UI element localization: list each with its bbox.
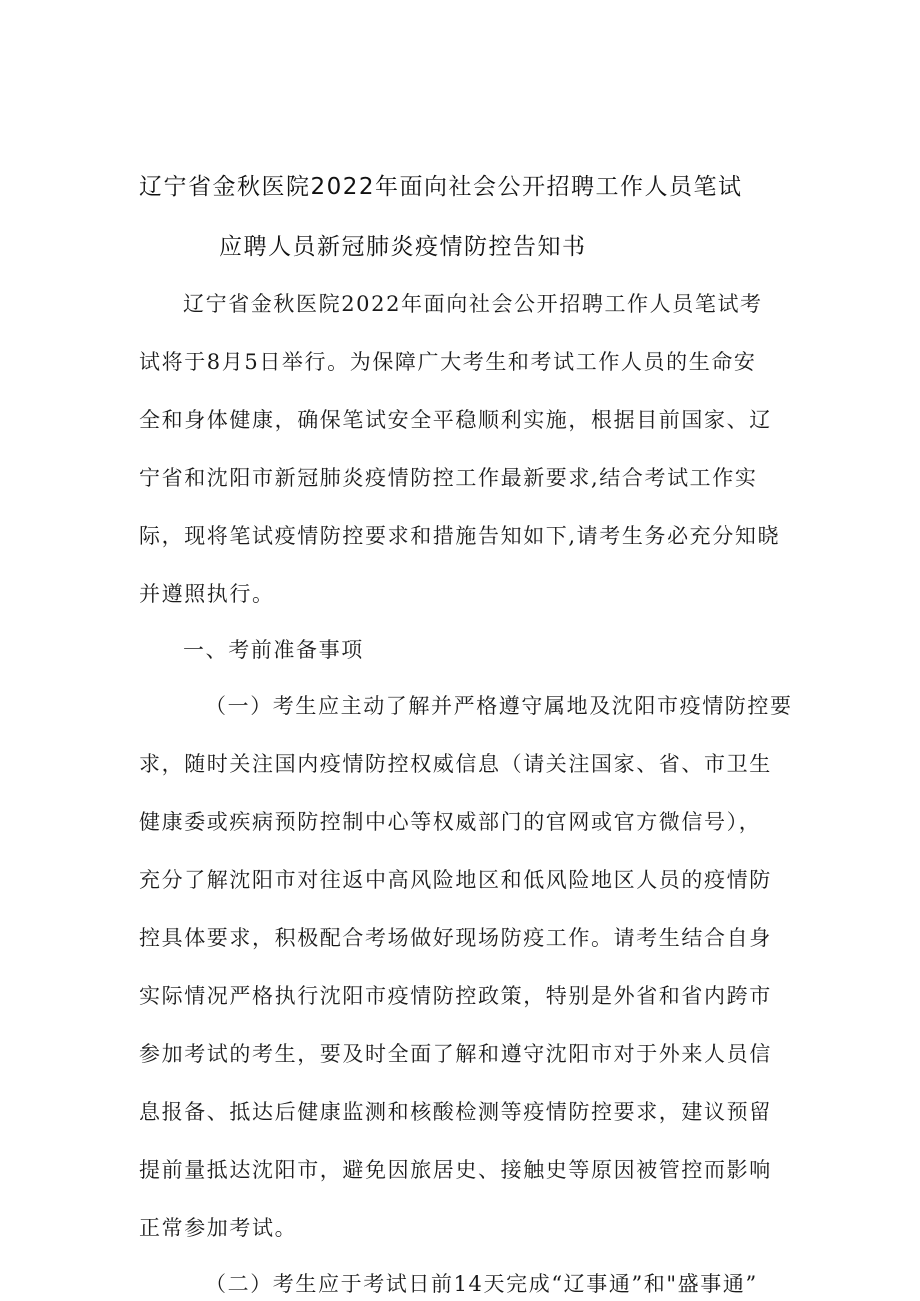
intro-line: 际，现将笔试疫情防控要求和措施告知如下,请考生务必充分知晓 [139,524,781,548]
item2-line: （二）考生应于考试日前14天完成“辽事通”和"盛事通” [205,1272,758,1296]
intro-line: 并遵照执行。 [139,582,275,606]
item1-line: 参加考试的考生，要及时全面了解和遵守沈阳市对于外来人员信 [139,1042,772,1066]
document-title-line-1: 辽宁省金秋医院2022年面向社会公开招聘工作人员笔试 [139,174,743,200]
item1-line: 充分了解沈阳市对往返中高风险地区和低风险地区人员的疫情防 [139,868,772,892]
document-title-line-2: 应聘人员新冠肺炎疫情防控告知书 [219,234,587,260]
item1-line: 正常参加考试。 [139,1216,298,1240]
item1-line: 控具体要求，积极配合考场做好现场防疫工作。请考生结合自身 [139,926,772,950]
item1-line: 实际情况严格执行沈阳市疫情防控政策，特别是外省和省内跨市 [139,984,772,1008]
section-heading: 一、考前准备事项 [183,638,364,662]
intro-line: 辽宁省金秋医院2022年面向社会公开招聘工作人员笔试考 [183,292,763,316]
item1-line: 息报备、抵达后健康监测和核酸检测等疫情防控要求，建议预留 [139,1100,772,1124]
item1-line: （一）考生应主动了解并严格遵守属地及沈阳市疫情防控要 [205,694,793,718]
intro-line: 试将于8月5日举行。为保障广大考生和考试工作人员的生命安 [139,350,757,374]
item1-line: 求，随时关注国内疫情防控权威信息（请关注国家、省、市卫生 [139,752,772,776]
item1-line: 提前量抵达沈阳市，避免因旅居史、接触史等原因被管控而影响 [139,1158,772,1182]
intro-line: 全和身体健康，确保笔试安全平稳顺利实施，根据目前国家、辽 [139,408,772,432]
intro-line: 宁省和沈阳市新冠肺炎疫情防控工作最新要求,结合考试工作实 [139,466,758,490]
item1-line: 健康委或疾病预防控制中心等权威部门的官网或官方微信号）， [139,810,762,834]
